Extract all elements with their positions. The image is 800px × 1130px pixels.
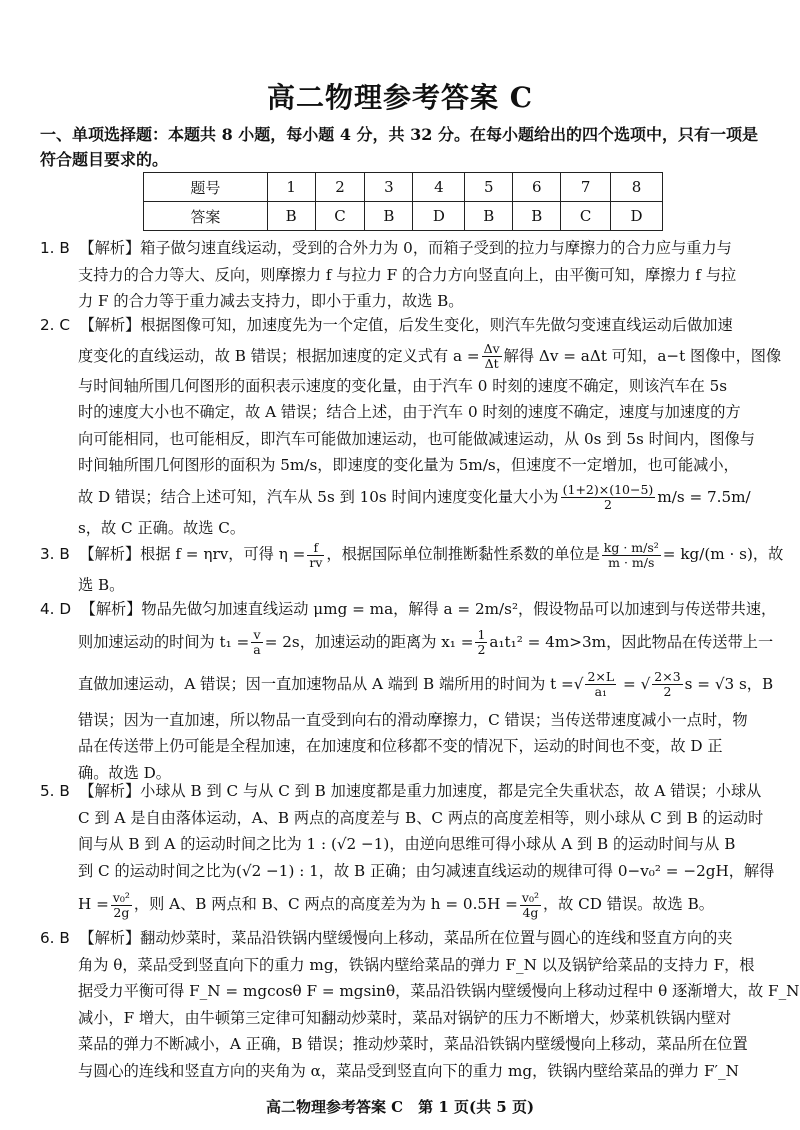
question-line: [40, 623, 774, 661]
table-cell: C: [561, 202, 611, 231]
question-line: 时的速度大小也不确定，故 A 错误；结合上述，由于汽车 0 时刻的速度不确定，速度与加速度的方: [78, 403, 741, 421]
question-text: 【解析】箱子做匀速直线运动，受到的合外力为 0，而箱子受到的拉力与摩擦力的合力应与重力与: [79, 239, 732, 257]
question-text: ，根据国际单位制推断黏性系数的单位是: [326, 545, 600, 563]
question-line: 据受力平衡可得 F_N = mgcosθ F = mgsinθ，菜品沿铁锅内壁缓慢向上移动过程中 θ 逐渐增大，故 F_N: [78, 982, 800, 1000]
question-line: [40, 479, 768, 515]
fraction-numerator: (1+2)×(10−5): [562, 482, 654, 497]
table-cell: D: [611, 202, 663, 231]
question-4: [40, 596, 777, 786]
page-footer: 高二物理参考答案 C 第 1 页(共 5 页): [265, 1098, 535, 1116]
fraction: [307, 541, 324, 570]
question-line: [40, 884, 768, 924]
page-title: 高二物理参考答案 C: [266, 81, 534, 114]
question-text: 则加速运动的时间为 t₁ =: [78, 632, 250, 651]
question-line: 向可能相同，也可能相反，即汽车可能做加速运动，也可能做减速运动，从 0s 到 5s 时间内，图像与: [78, 429, 755, 448]
question-6: [40, 925, 800, 1084]
fraction: [251, 628, 262, 657]
fraction-numerator: v: [251, 628, 262, 643]
table-row: [144, 202, 663, 231]
question-text: s = √3 s，B: [684, 674, 774, 693]
question-1: [40, 235, 768, 315]
table-cell: 6: [513, 173, 561, 202]
question-line: 时间轴所围几何图形的面积为 5m/s，即速度的变化量为 5m/s，但速度不一定增加，也可能减小，: [78, 456, 739, 474]
table-cell: 1: [267, 173, 315, 202]
fraction: [561, 483, 656, 512]
question-text: 【解析】小球从 B 到 C 与从 C 到 B 加速度都是重力加速度，都是完全失重状态，故 A 错误；小球从: [79, 782, 762, 800]
fraction: [585, 670, 616, 699]
question-line: 与圆心的连线和竖直方向的夹角为 α，菜品受到竖直向下的重力 mg，铁锅内壁给菜品的弹力 F′_N: [78, 1061, 739, 1080]
fraction-numerator: kg · m/s²: [603, 539, 659, 555]
table-header-cell: 题号: [144, 173, 268, 202]
fraction: [482, 342, 502, 371]
answer-table: [143, 172, 663, 231]
question-line: 直做加速运动，A 错误；因一直加速物品从 A 端到 B 端所用的时间为 t =√ $\frac{2\times L}{\text{a₁}}$ = √ $\frac{2\times 3}{2}$ s = √3 s，B: [78, 669, 774, 699]
question-number: 2. C: [40, 316, 70, 334]
table-cell: 7: [561, 173, 611, 202]
question-line: [40, 778, 768, 805]
question-line: 到 C 的运动时间之比为(√2 −1) : 1，故 B 正确；由匀减速直线运动的规律可得 0−v₀² = −2gH，解得: [78, 861, 775, 880]
question-line: [40, 312, 768, 339]
question-number: 4. D: [40, 600, 72, 618]
question-text: 度变化的直线运动，故 B 错误；根据加速度的定义式有 a =: [78, 346, 480, 365]
question-text: = 2s，加速运动的距离为 x₁ =: [264, 632, 474, 651]
fraction: [602, 541, 661, 570]
question-line: 角为 θ，菜品受到竖直向下的重力 mg，铁锅内壁给菜品的弹力 F_N 以及锅铲给菜品的支持力 F，根: [78, 955, 755, 974]
question-line: s，故 C 正确。故选 C。: [78, 518, 246, 537]
fraction-denominator: 2: [477, 642, 486, 657]
question-3: [40, 536, 784, 599]
fraction-denominator: Δt: [484, 356, 499, 371]
table-cell: C: [315, 202, 365, 231]
table-cell: 8: [611, 173, 663, 202]
question-text: 故 D 错误；结合上述可知，汽车从 5s 到 10s 时间内速度变化量大小为: [78, 487, 559, 506]
question-line: C 到 A 是自由落体运动，A、B 两点的高度差与 B、C 两点的高度差相等，则小球从 C 到 B 的运动时: [78, 808, 764, 827]
fraction-denominator: a₁: [594, 684, 608, 699]
question-number: 3. B: [40, 545, 70, 563]
table-cell: 3: [365, 173, 413, 202]
question-text: ，则 A、B 两点和 B、C 两点的高度差为为 h = 0.5H =: [133, 895, 518, 913]
question-text: 【解析】根据图像可知，加速度先为一个定值，后发生变化，则汽车先做匀变速直线运动后做加速: [79, 316, 733, 334]
question-line: 菜品的弹力不断减小，A 正确，B 错误；推动炒菜时，菜品沿铁锅内壁缓慢向上移动，菜品所在位置: [78, 1035, 748, 1053]
question-text: 【解析】物品先做匀加速直线运动 μmg = ma，解得 a = 2m/s²，假设物品可以加速到与传送带共速，: [80, 600, 777, 618]
question-number: 1. B: [40, 239, 70, 257]
fraction: [652, 670, 682, 699]
table-cell: B: [365, 202, 413, 231]
fraction-denominator: rv: [309, 554, 323, 570]
question-line: [40, 339, 782, 373]
fraction-denominator: 2: [603, 497, 612, 512]
question-line: 错误；因为一直加速，所以物品一直受到向右的滑动摩擦力，C 错误；当传送带速度减小一点时，物: [78, 710, 748, 729]
table-row: [144, 173, 663, 202]
question-line: [40, 925, 768, 952]
question-line: 支持力的合力等大、反向，则摩擦力 f 与拉力 F 的合力方向竖直向上，由平衡可知，摩擦力 f 与拉: [78, 265, 737, 284]
question-5: [40, 778, 775, 924]
fraction-numerator: f: [307, 541, 324, 556]
question-text: 解得 Δv = aΔt 可知，a−t 图像中，图像: [503, 346, 782, 365]
question-2: [40, 312, 782, 541]
fraction-numerator: Δv: [483, 341, 500, 356]
fraction-numerator: 2×3: [654, 669, 681, 684]
question-text: 【解析】根据 f = ηrv，可得 η =: [79, 545, 306, 563]
table-cell: 2: [315, 173, 365, 202]
fraction: [475, 628, 487, 657]
question-line: [40, 536, 784, 572]
fraction-denominator: 4g: [522, 904, 539, 920]
question-line: 与时间轴所围几何图形的面积表示速度的变化量，由于汽车 0 时刻的速度不确定，则该汽车在 5s: [78, 376, 728, 395]
fraction-denominator: 2g: [113, 904, 130, 920]
section-heading: 一、单项选择题：本题共 8 小题，每小题 4 分，共 32 分。在每小题给出的四个选项中，只有一项是符合题目要求的。: [40, 125, 758, 169]
fraction: [520, 891, 541, 920]
fraction: [111, 891, 132, 920]
fraction-denominator: m · m/s: [608, 554, 655, 570]
question-text: ，故 CD 错误。故选 B。: [542, 895, 714, 913]
fraction-denominator: 2: [663, 684, 672, 699]
table-cell: B: [513, 202, 561, 231]
table-cell: 5: [465, 173, 513, 202]
table-cell: 4: [413, 173, 465, 202]
table-cell: B: [267, 202, 315, 231]
table-header-cell: 答案: [144, 202, 268, 231]
question-line: 确。故选 D。: [78, 763, 171, 782]
fraction-numerator: v₀²: [521, 889, 539, 905]
fraction-denominator: a: [253, 642, 261, 657]
fraction-numerator: v₀²: [112, 889, 130, 905]
question-line: 力 F 的合力等于重力减去支持力，即小于重力，故选 B。: [78, 292, 464, 310]
question-number: 6. B: [40, 929, 70, 947]
question-line: 选 B。: [78, 576, 125, 594]
question-text: 直做加速运动，A 错误；因一直加速物品从 A 端到 B 端所用的时间为 t =: [78, 674, 574, 693]
question-line: [40, 596, 777, 623]
question-line: 减小，F 增大，由牛顿第三定律可知翻动炒菜时，菜品对锅铲的压力不断增大，炒菜机铁锅内壁对: [78, 1008, 732, 1027]
question-line: [40, 235, 768, 262]
question-text: = kg/(m · s)，故: [662, 545, 784, 563]
fraction-numerator: 1: [477, 627, 486, 642]
table-cell: D: [413, 202, 465, 231]
table-cell: B: [465, 202, 513, 231]
question-line: 间与从 B 到 A 的运动时间之比为 1 : (√2 −1)，由逆向思维可得小球从 A 到 B 的运动时间与从 B: [78, 835, 736, 853]
question-text: 【解析】翻动炒菜时，菜品沿铁锅内壁缓慢向上移动，菜品所在位置与圆心的连线和竖直方向的夹: [79, 929, 733, 947]
question-line: 品在传送带上仍可能是全程加速，在加速度和位移都不变的情况下，运动的时间也不变，故 D 正: [78, 737, 723, 755]
fraction-numerator: 2×L: [587, 669, 615, 684]
question-text: m/s = 7.5m/: [657, 487, 751, 506]
question-text: H =: [78, 895, 109, 913]
question-number: 5. B: [40, 782, 70, 800]
question-text: a₁t₁² = 4m>3m，因此物品在传送带上一: [489, 632, 774, 651]
